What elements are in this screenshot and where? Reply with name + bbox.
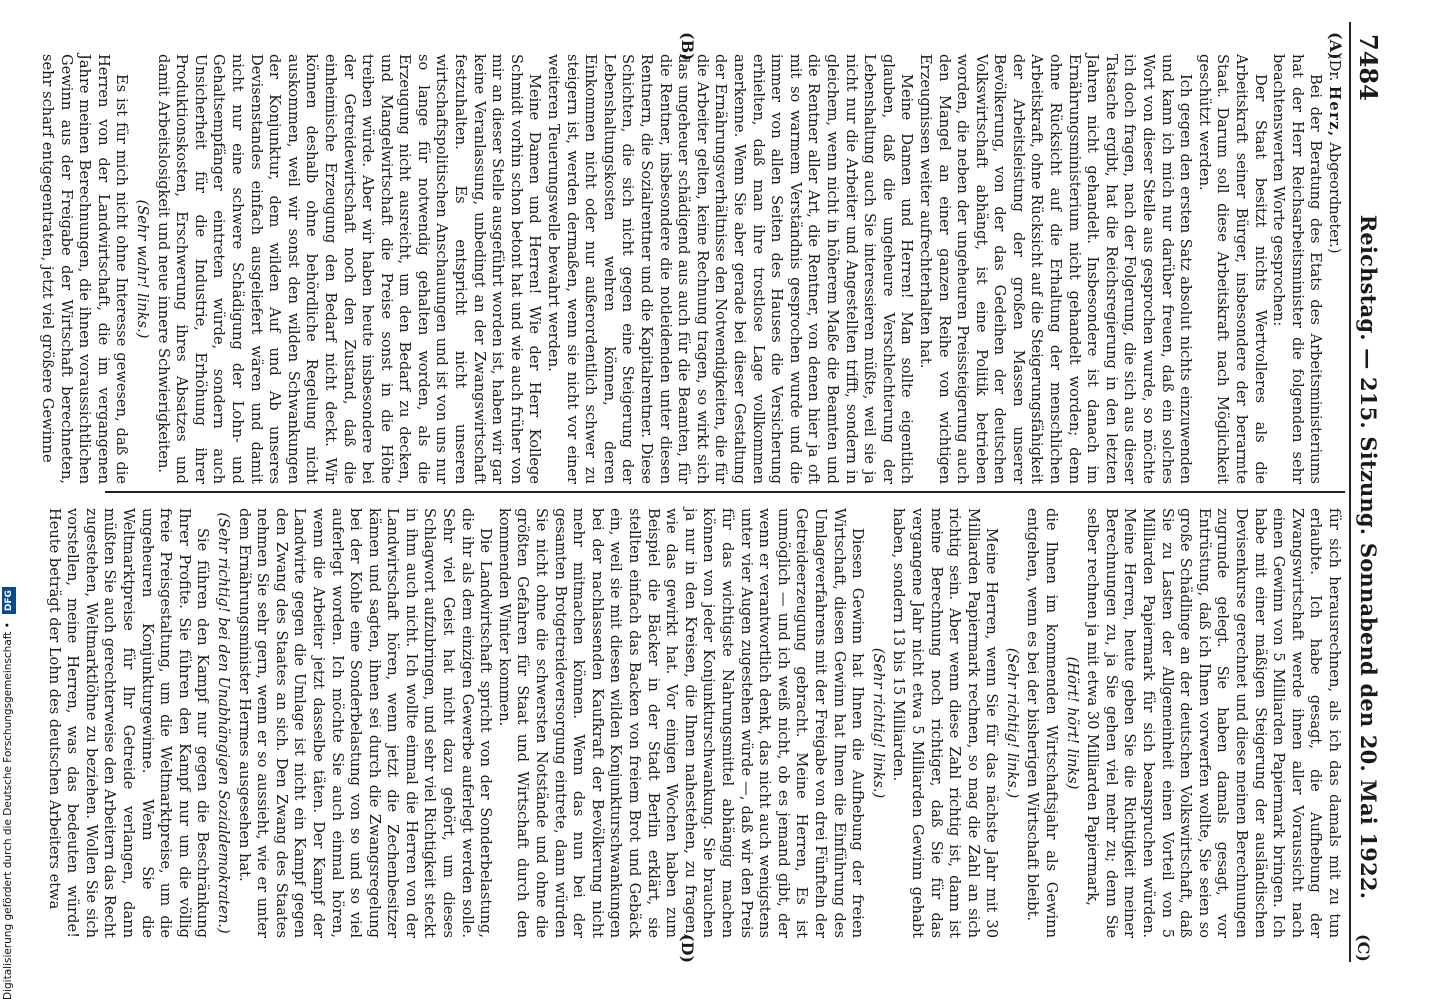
page-running-title: Reichstag. — 215. Sitzung. Sonnabend den 20. Mai 1922. [1356,214,1381,900]
paragraph: Es ist für mich nicht ohne Interesse gewesen, daß die Herren von der Landwirtschaft, die im vergangenen Jahre meinen Berechnungen, die ihnen voraussichtlichen Gewinn aus der Freigabe der Wirtschaft berechneten, sehr scharf entgegentraten, jetzt viel größere Gewinne [39,54,131,484]
page-number: 7484 [1354,34,1383,101]
credit-text: Digitalisierung gefördert durch die Deutsche Forschungsgemeinschaft • [2,622,14,1000]
speaker-role: Abgeordneter.) [1326,137,1343,254]
speaker-line [1324,54,1343,484]
column-divider [105,491,1345,493]
digitization-credit [1,0,15,1000]
margin-mark-d: (D) [678,934,697,964]
interjection: (Sehr wahr! links.) [134,199,151,339]
paragraph: Meine Damen und Herren! Wie der Herr Kollege Schmidt vorhin schon betont hat und wie auch früher von mir an dieser Stelle ausgeführt worden ist, haben wir gar keine Veranlassung, unbedingt an der Zwangswirtschaft festzuhalten. Es entspricht nicht unseren wirtschaftspolitischen Anschauungen und ist von uns nur so lange für notwendig gehalten worden, als die Erzeugung nicht ausreicht, um den Bedarf zu decken, und Mangelwirtschaft die Preise sonst in die Höhe treiben würde. Aber wir haben heute insbesondere bei der Getreidewirtschaft noch den Zustand, daß die einheimische Erzeugung den Bedarf nicht deckt. Wir können deshalb ohne behördliche Regelung nicht auskommen, weil wir sonst den wilden Schwankungen der Konjunktur, dem wilden Auf und Ab unseres Devisenstandes einfach ausgeliefert wären und damit nicht nur eine schwere Schädigung der Lohn- und Gehaltsempfänger eintreten würde, sondern auch Unsicherheit für die Industrie, Erhöhung ihrer Produktionskosten, Erschwerung ihres Absatzes und damit Arbeitslosigkeit und neue innere Schwierigkeiten. [154,54,544,484]
paragraph: Sie führen den Kampf nur gegen die Beschränkung Ihrer Profite. Sie führen den Kampf nur um die völlig freie Preisgestaltung, um die Weltmarktpreise, um die ungeheuren Konjunkturgewinne. Wenn Sie die Weltmarktpreise für Ihr Getreide verlangen, dann müßten Sie auch gerechterweise den Arbeitern das Recht zugestehen, Weltmarktlöhne zu beziehen. Wollen Sie sich vorstellen, meine Herren, was das bedeuten würde! Heute beträgt der Lohn des deutschen Arbeiters etwa [45,508,212,938]
quoted-paragraph: Der Staat besitzt nichts Wertvolleres als die Arbeitskraft seiner Bürger, insbesondere der berarmte Staat. Darum soll diese Arbeitskraft nach Möglichkeit geschützt werden. [1195,54,1269,484]
rotated-document-page [39,22,1385,964]
paragraph: Ich gegen den ersten Satz absolut nichts einzuwenden und kann ich mich nur darüber freuen, daß ein solches Wort von dieser Stelle aus gesprochen wurde, so möchte ich doch fragen, nach der Folgerung, die sich aus dieser Tatsache ergibt, hat die Reichsregierung in den letzten Jahren nicht gehandelt. Insbesondere ist danach im Ernährungsministerium nicht gehandelt worden; denn ohne Rücksicht auf die Erhaltung der menschlichen Arbeitskraft, ohne Rücksicht auf die Steigerungsfähigkeit der Arbeitsleistung der großen Massen unserer Bevölkerung, von der das Gedeihen der deutschen Volkswirtschaft abhängt, ist eine Politik betrieben worden, die neben der ungeheuren Preissteigerung auch den Mangel an einer ganzen Reihe von wichtigen Erzeugnissen weiter aufrechterhalten hat. [916,54,1195,484]
paragraph: Meine Damen und Herren! Man sollte eigentlich glauben, daß die ungeheure Verschlechterung der Lebenshaltung auch Sie interessieren müßte, weil sie ja nicht nur die Arbeiter und Angestellten trifft, sondern in gleichem, wenn nicht in höherem Maße die Beamten und die Rentner aller Art, die Rentner, von denen hier ja oft mit so warmem Verständnis gesprochen wurde und die immer von allen Seiten des Hauses die Versicherung erhielten, daß man ihre trostlose Lage vollkommen anerkenne. Wenn Sie aber gerade bei dieser Gestaltung der Ernährungsverhältnisse den Notwendigkeiten, die für die Arbeiter gelten, keine Rechnung tragen, so wirkt sich das ungeheuer schädigend aus auch für die Beamten, für die Rentner, insbesondere die notleidenden unter diesen Rentnern, die Sozialrentner und die Kapitalrentner. Diese Schichten, die sich nicht gegen eine Steigerung der Lebenshaltungskosten wehren können, deren Einkommen nicht oder nur außerordentlich schwer zu steigern ist, werden dermaßen, wenn sie nicht vor einer weiteren Teuerungswelle bewahrt werden. [545,54,916,484]
margin-mark-b: (B) [678,32,697,61]
speaker-name: Herz, [1326,86,1343,138]
interjection: (Sehr richtig! links.) [869,647,887,799]
margin-mark-a: (A) [1326,32,1345,60]
header-rule [1349,22,1351,962]
interjection: (Sehr richtig! links.) [1003,647,1021,799]
speaker-intro: (Dr. [1326,54,1343,87]
margin-mark-c: (C) [1354,934,1373,962]
interjection: (Sehr richtig! bei den Unabhängigen Sozialdemokraten.) [214,512,232,934]
paragraph: für sich herausrechnen, als ich das damals mit zu tun erlaubte. Ich habe gesagt, die Aufhebung der Zwangswirtschaft werde ihnen aller Voraussicht nach einen Gewinn von 5 Milliarden Papiermark bringen. Ich habe mit einer mäßigen Steigerung der ausländischen Devisenkurse gerechnet und diese meinen Berechnungen zugrunde gelegt. Sie haben damals gesagt, vor Entrüstung, daß ich Ihnen vorwerfen wollte, Sie seien so große Schädlinge an der deutschen Volkswirtschaft, daß Sie zu Lasten der Allgemeinheit einen Vorteil von 5 Milliarden Papiermark für sich beanspruchen würden. Meine Herren, heute geben Sie die Richtigkeit meiner Berechnungen zu, ja Sie gehen viel mehr zu; denn Sie selber rechnen ja mit etwa 30 Milliarden Papiermark, [1084,508,1343,938]
paragraph: Meine Herren, wenn Sie für das nächste Jahr mit 30 Milliarden Papiermark rechnen, so mag die Zahl an sich richtig sein. Aber wenn diese Zahl richtig ist, dann ist meine Berechnung noch richtiger, daß Sie für das vergangene Jahr nicht etwa 5 Milliarden Gewinn gehabt haben, sondern 13 bis 15 Milliarden. [890,508,1001,938]
dfg-logo: DFG [2,587,16,614]
right-text-column [45,508,1343,938]
left-text-column [39,54,1343,484]
paragraph: Diesen Gewinn hat Ihnen die Aufhebung der freien Wirtschaft, diesen Gewinn hat Ihnen die Einführung des Umlageverfahrens mit der Freigabe von drei Fünfteln der Getreideerzeugung gebracht. Meine Herren, Es ist unmöglich — und ich weiß nicht, ob es jemand gibt, der wenn er verantwortlich denkt, das nicht auch wenigstens unter vier Augen zugestehen würde —, daß wir den Preis für das wichtigste Nahrungsmittel abhängig machen können von jeder Konjunkturschwankung. Sie brauchen ja nur in den Kreisen, die Ihnen nahestehen, zu fragen, wie das gewirkt hat. Vor einigen Wochen haben zum Beispiel die Bäcker in der Stadt Berlin erklärt, sie stellten einfach das Backen von freiem Brot und Gebäck ein, weil sie mit diesen wilden Konjunkturschwankungen bei der nachlassenden Kaufkraft der Bevölkerung nicht mehr mitmachen können. Wenn das nun bei der gesamten Brotgetreideversorgung eintrete, dann würden Sie nicht ohne die schwersten Notstände und ohne die größten Gefahren für Staat und Wirtschaft durch den kommenden Winter kommen. [495,508,867,938]
paragraph: Die Landwirtschaft spricht von der Sonderbelastung, die ihr als dem einzigen Gewerbe auferlegt werden solle. Sehr viel Geist hat nicht dazu gehört, um dieses Schlagwort aufzubringen, und sehr viel Richtigkeit steckt in ihm auch nicht. Ich wollte einmal die Herren von der Landwirtschaft hören, wenn jetzt die Zechenbesitzer kämen und sagten, ihnen sei durch die Zwangsregelung bei der Kohle eine Sonderbelastung von so und so viel auferlegt worden. Ich möchte Sie auch einmal hören, wenn die Arbeiter jetzt dasselbe täten. Der Kampf der Landwirte gegen die Umlage ist nicht ein Kampf gegen den Zwang des Staates an sich. Den Zwang des Staates nehmen Sie sehr gern, wenn er so aussieht, wie er unter dem Ernährungsminister Hermes ausgesehen hat. [235,508,495,938]
paragraph: die Ihnen im kommenden Wirtschaftsjahr als Gewinn entgehen, wenn es bei der bisherigen Wirtschaft bleibt. [1024,508,1061,938]
interjection: (Hört! hört! links) [1063,656,1081,790]
paragraph: Bei der Beratung des Etats des Arbeitsministeriums hat der Herr Reichsarbeitsminister die folgenden sehr beachtenswerten Worte gesprochen: [1270,54,1325,484]
